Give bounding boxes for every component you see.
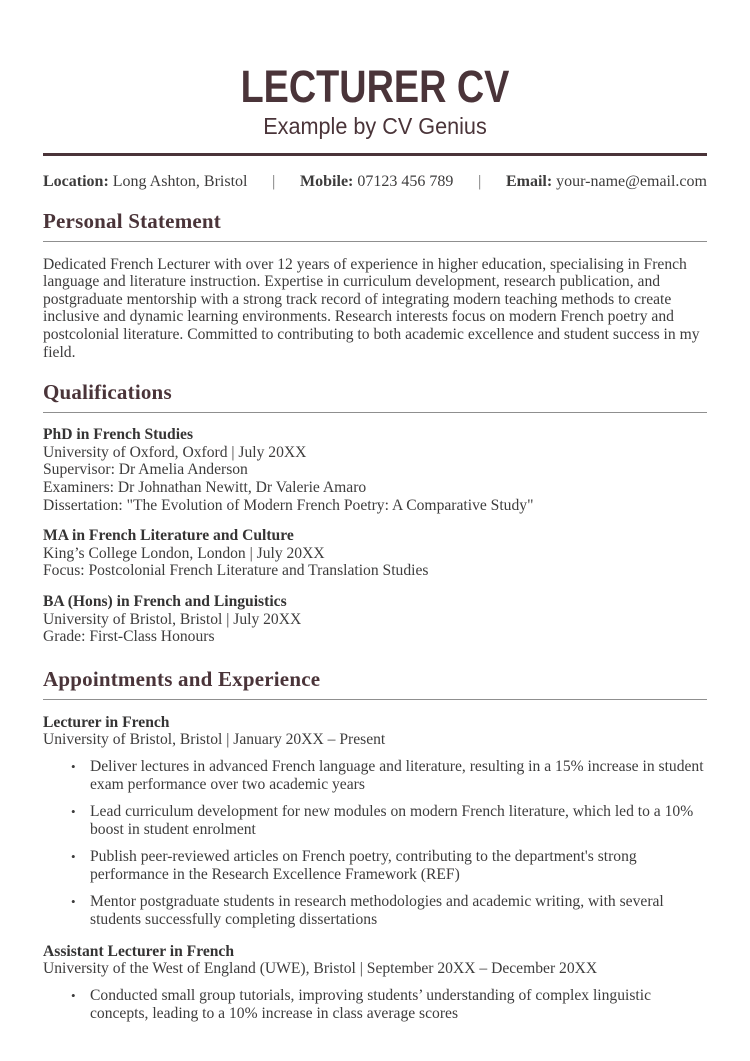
qualification-line: King’s College London, London | July 20XX	[43, 544, 325, 562]
job-title: Assistant Lecturer in French	[43, 942, 235, 960]
contact-email	[506, 173, 707, 191]
qualification-entry	[43, 426, 707, 514]
job-bullet: • Publish peer-reviewed articles on French poetry, contributing to the department's strong performance in the Research Excellence Framework (REF)	[90, 848, 707, 884]
qualification-title: BA (Hons) in French and Linguistics	[43, 592, 287, 610]
qualification-line: Focus: Postcolonial French Literature and Translation Studies	[43, 562, 429, 580]
contact-row	[43, 173, 707, 191]
contact-location	[43, 173, 247, 191]
job-bullet: • Lead curriculum development for new modules on modern French literature, which led to a 10% boost in student enrolment	[90, 803, 707, 839]
qualification-entry	[43, 527, 707, 580]
job-subtitle: University of Bristol, Bristol | January 20XX – Present	[43, 731, 386, 749]
qualification-line: University of Oxford, Oxford | July 20XX	[43, 443, 307, 461]
contact-mobile-label: Mobile:	[300, 173, 354, 190]
contact-separator: |	[478, 173, 482, 190]
job-title: Lecturer in French	[43, 713, 170, 731]
job-entry	[43, 714, 707, 929]
cv-title: LECTURER CV	[240, 61, 510, 112]
personal-statement-text: Dedicated French Lecturer with over 12 years of experience in higher education, specialising in French language and literature instruction. Expertise in curriculum development, research publication, and postgraduate mentorship with a strong track record of integrating modern teaching methods to create inclusive and dynamic learning environments. Research interests focus on modern French poetry and postcolonial literature. Committed to contributing to both academic excellence and student success in my field.	[43, 255, 700, 361]
contact-location-label: Location:	[43, 173, 109, 190]
contact-email-value: your-name@email.com	[556, 173, 707, 190]
contact-mobile	[300, 173, 453, 191]
job-bullet: • Mentor postgraduate students in research methodologies and academic writing, with several students successfully completing dissertations	[90, 893, 707, 929]
qualification-line: Grade: First-Class Honours	[43, 628, 215, 646]
cv-subtitle: Example by CV Genius	[263, 113, 487, 139]
qualification-line: University of Bristol, Bristol | July 20XX	[43, 610, 302, 628]
section-heading-qualifications: Qualifications	[43, 380, 707, 413]
job-bullet: • Deliver lectures in advanced French language and literature, resulting in a 15% increase in student exam performance over two academic years	[90, 758, 707, 794]
qualification-title: MA in French Literature and Culture	[43, 527, 294, 545]
qualification-line: Examiners: Dr Johnathan Newitt, Dr Valerie Amaro	[43, 478, 367, 496]
qualification-line: Dissertation: "The Evolution of Modern French Poetry: A Comparative Study"	[43, 496, 534, 514]
job-entry	[43, 943, 707, 1023]
job-subtitle: University of the West of England (UWE), Bristol | September 20XX – December 20XX	[43, 960, 598, 978]
contact-email-label: Email:	[505, 173, 553, 190]
qualification-title: PhD in French Studies	[43, 426, 194, 444]
contact-location-value: Long Ashton, Bristol	[112, 173, 248, 190]
qualification-line: Supervisor: Dr Amelia Anderson	[43, 461, 248, 479]
qualification-entry	[43, 593, 707, 646]
header-divider	[43, 153, 707, 156]
section-heading-experience: Appointments and Experience	[43, 667, 707, 700]
contact-separator: |	[272, 173, 276, 190]
job-bullet: • Conducted small group tutorials, improving students’ understanding of complex linguistic concepts, leading to a 10% increase in class average scores	[90, 987, 707, 1023]
section-heading-personal-statement: Personal Statement	[43, 209, 707, 242]
contact-mobile-value: 07123 456 789	[357, 173, 454, 190]
job-bullet-list	[43, 758, 707, 929]
job-bullet-list	[43, 987, 707, 1023]
